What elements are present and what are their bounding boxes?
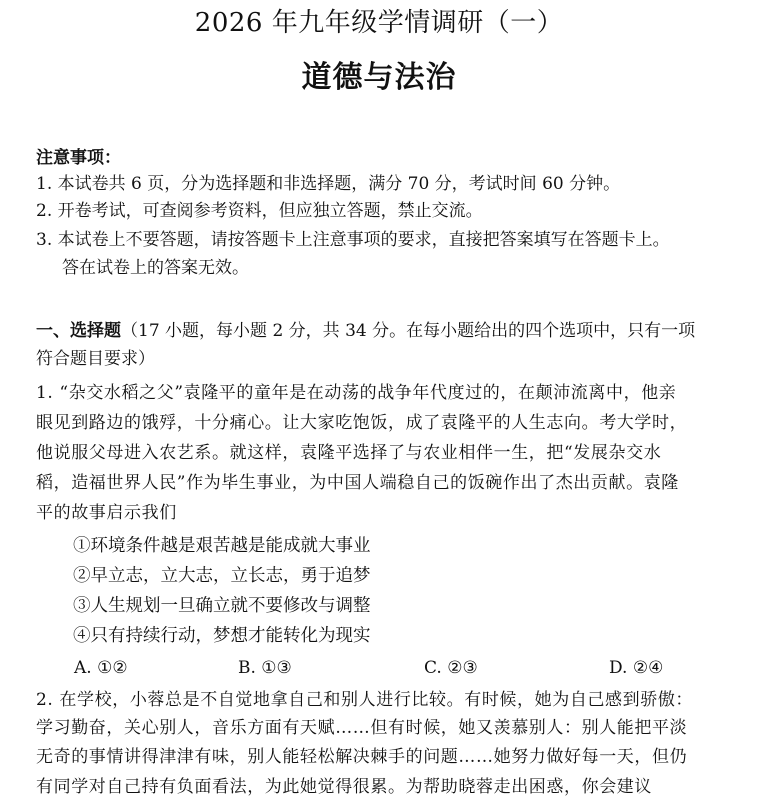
notice-item: 3. 本试卷上不要答题，请按答题卡上注意事项的要求，直接把答案填写在答题卡上。 — [36, 230, 670, 250]
question-line: 他说服父母进入农艺系。就这样，袁隆平选择了与农业相伴一生，把“发展杂交水 — [36, 443, 662, 463]
question-line: 无奇的事情讲得津津有味，别人能轻松解决棘手的问题……她努力做好每一天，但仍 — [36, 747, 688, 767]
notice-item-continuation: 答在试卷上的答案无效。 — [62, 258, 249, 278]
statement-item: ③人生规划一旦确立就不要修改与调整 — [73, 596, 371, 616]
subject-title: 道德与法治 — [301, 60, 457, 95]
choice-a: A. ①② — [74, 658, 128, 678]
choice-b: B. ①③ — [238, 658, 292, 678]
notice-item: 1. 本试卷共 6 页，分为选择题和非选择题，满分 70 分，考试时间 60 分钟。 — [36, 174, 621, 194]
statement-item: ②早立志，立大志，立长志，勇于追梦 — [73, 566, 371, 586]
section-heading-note: （17 小题，每小题 2 分，共 34 分。在每小题给出的四个选项中，只有一项 — [121, 321, 696, 341]
exam-title: 2026 年九年级学情调研（一） — [194, 8, 564, 38]
question-line: 平的故事启示我们 — [36, 503, 177, 523]
choice-d: D. ②④ — [609, 658, 664, 678]
statement-item: ④只有持续行动，梦想才能转化为现实 — [73, 626, 371, 646]
section-heading — [36, 319, 695, 343]
choice-c: C. ②③ — [424, 658, 478, 678]
notice-heading: 注意事项： — [36, 148, 121, 168]
question-line: 学习勤奋，关心别人，音乐方面有天赋……但有时候，她又羡慕别人：别人能把平淡 — [36, 718, 688, 738]
question-line: 1. “杂交水稻之父”袁隆平的童年是在动荡的战争年代度过的，在颠沛流离中，他亲 — [36, 383, 677, 403]
question-line: 稻，造福世界人民”作为毕生事业，为中国人端稳自己的饭碗作出了杰出贡献。袁隆 — [36, 473, 679, 493]
notice-item: 2. 开卷考试，可查阅参考资料，但应独立答题，禁止交流。 — [36, 201, 483, 221]
section-heading-note-continuation: 符合题目要求） — [36, 349, 155, 369]
question-line: 眼见到路边的饿殍，十分痛心。让大家吃饱饭，成了袁隆平的人生志向。考大学时， — [36, 413, 688, 433]
question-line: 有同学对自己持有负面看法，为此她觉得很累。为帮助晓蓉走出困惑，你会建议 — [36, 777, 652, 797]
section-heading-label: 一、选择题 — [36, 321, 121, 341]
question-line: 2. 在学校，小蓉总是不自觉地拿自己和别人进行比较。有时候，她为自己感到骄傲： — [36, 690, 694, 710]
statement-item: ①环境条件越是艰苦越是能成就大事业 — [73, 536, 371, 556]
